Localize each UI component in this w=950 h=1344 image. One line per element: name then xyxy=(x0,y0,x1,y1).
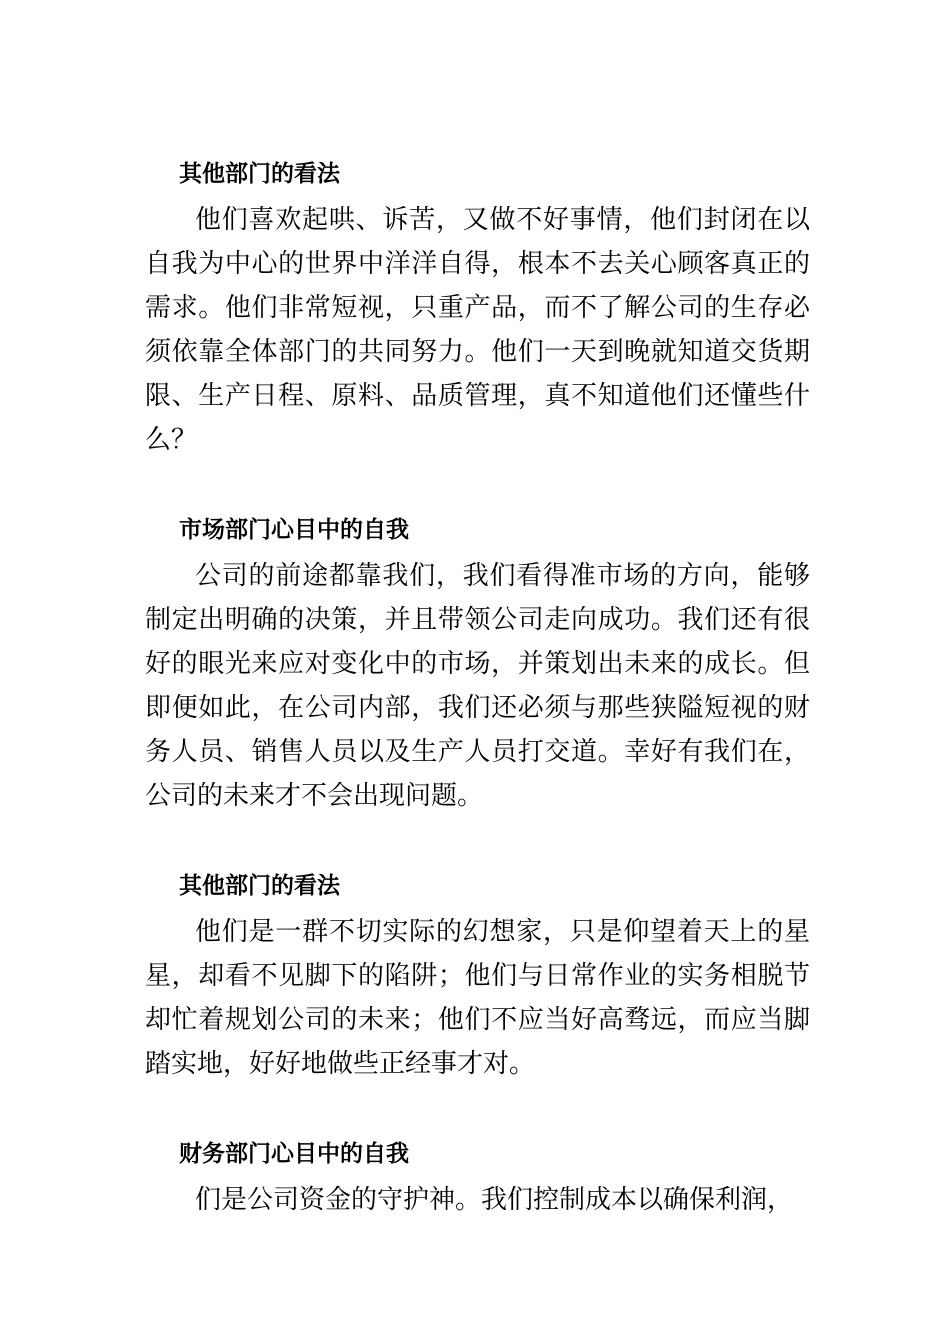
section-marketing-self-view xyxy=(145,506,810,818)
section-heading: 其他部门的看法 xyxy=(179,873,340,899)
section-heading: 市场部门心目中的自我 xyxy=(179,517,409,543)
section-finance-self-view xyxy=(145,1130,810,1222)
section-heading: 财务部门心目中的自我 xyxy=(179,1141,409,1167)
section-heading: 其他部门的看法 xyxy=(179,161,340,187)
section-paragraph: 他们喜欢起哄、诉苦，又做不好事情，他们封闭在以自我为中心的世界中洋洋自得，根本不去关心顾客真正的需求。他们非常短视，只重产品，而不了解公司的生存必须依靠全体部门的共同努力。他们一天到晚就知道交货期限、生产日程、原料、品质管理，真不知道他们还懂些什么？ xyxy=(145,205,810,455)
section-other-departments-view-2 xyxy=(145,862,810,1086)
document-body xyxy=(145,150,810,1222)
section-paragraph: 们是公司资金的守护神。我们控制成本以确保利润， xyxy=(195,1185,794,1215)
section-other-departments-view-1 xyxy=(145,150,810,462)
section-paragraph: 公司的前途都靠我们，我们看得准市场的方向，能够制定出明确的决策，并且带领公司走向成功。我们还有很好的眼光来应对变化中的市场，并策划出未来的成长。但即便如此，在公司内部，我们还必须与那些狭隘短视的财务人员、销售人员以及生产人员打交道。幸好有我们在，公司的未来才不会出现问题。 xyxy=(145,561,810,811)
section-paragraph: 他们是一群不切实际的幻想家，只是仰望着天上的星星，却看不见脚下的陷阱；他们与日常作业的实务相脱节却忙着规划公司的未来；他们不应当好高骛远，而应当脚踏实地，好好地做些正经事才对。 xyxy=(145,917,810,1079)
